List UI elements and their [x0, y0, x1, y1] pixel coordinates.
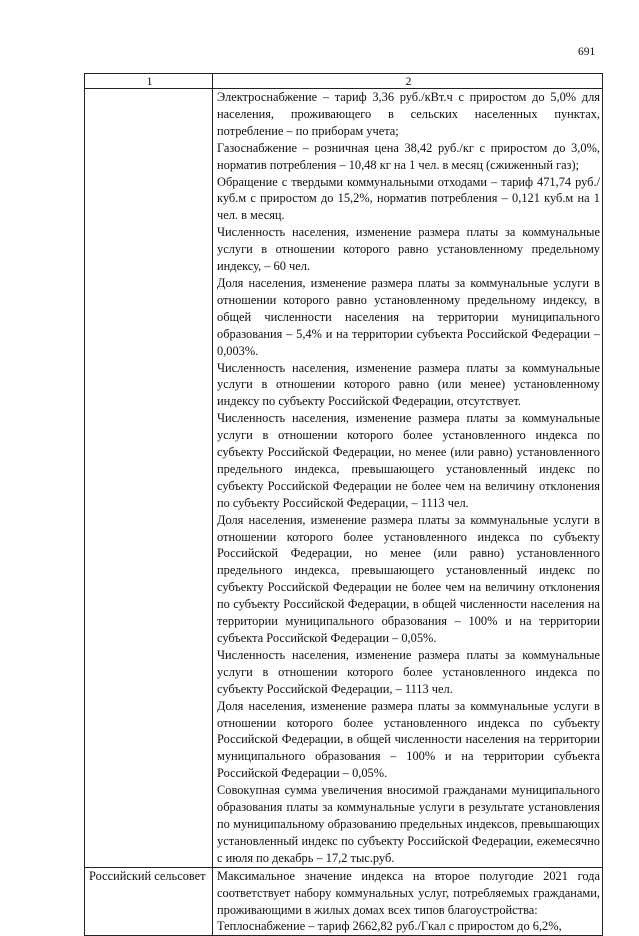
paragraph-share-equal-limit: Доля населения, изменение размера платы за коммунальные услуги в отношении которого равно установленному предельному индексу, в общей численности населения на территории муниципального образования – 5,4% и на территории субъекта Российской Федерации – 0,003%. — [217, 275, 600, 358]
column-header-1: 1 — [85, 74, 213, 89]
row-label-cell — [85, 89, 213, 868]
paragraph-gas: Газоснабжение – розничная цена 38,42 руб./кг с приростом до 3,0%, норматив потребления – 10,48 кг на 1 чел. в месяц (сжиженный газ); — [217, 140, 600, 172]
row-content-cell — [213, 89, 603, 868]
table-row — [85, 89, 603, 868]
row-label-cell: Российский сельсовет — [85, 867, 213, 936]
paragraph-max-index: Максимальное значение индекса на второе полугодие 2021 года соответствует набору коммунальных услуг, потребляемых гражданами, проживающими в жилых домах всех типов благоустройства: — [217, 868, 600, 917]
paragraph-electricity: Электроснабжение – тариф 3,36 руб./кВт.ч с приростом до 5,0% для населения, проживающего в сельских населенных пунктах, потребление – по приборам учета; — [217, 90, 600, 138]
paragraph-share-more-than-index: Доля населения, изменение размера платы за коммунальные услуги в отношении которого более установленного индекса по субъекту Российской Федерации, в общей численности населения на территории муниципального образования – 100% и на территории субъекта Российской Федерации – 0,05%. — [217, 698, 600, 781]
table-header-row — [85, 74, 603, 89]
row-content-cell — [213, 867, 603, 936]
paragraph-population-above-index: Численность населения, изменение размера платы за коммунальные услуги в отношении которого более установленного индекса по субъекту Российской Федерации, но менее (или равно) установленного предельного индекса, превышающего установленный индекс по субъекту Российской Федерации не более чем на величину отклонения по субъекту Российской Федерации, – 1113 чел. — [217, 411, 600, 510]
paragraph-heating: Теплоснабжение – тариф 2662,82 руб./Гкал с приростом до 6,2%, — [217, 919, 562, 934]
paragraph-share-above-index: Доля населения, изменение размера платы за коммунальные услуги в отношении которого более установленного индекса по субъекту Российской Федерации, но менее (или равно) установленного предельного индекса, превышающего установленный индекс по субъекту Российской Федерации не более чем на величину отклонения по субъекту Российской Федерации, в общей численности населения на территории муниципального образования – 100% и на территории субъекта Российской Федерации – 0,05%. — [217, 512, 600, 645]
paragraph-total-increase: Совокупная сумма увеличения вносимой гражданами муниципального образования платы за коммунальные услуги в результате установления по муниципальному образованию предельных индексов, превышающих установленный индекс по субъекту Российской Федерации, ежемесячно с июля по декабрь – 17,2 тыс.руб. — [217, 783, 600, 865]
column-header-2: 2 — [213, 74, 603, 89]
paragraph-waste: Обращение с твердыми коммунальными отходами – тариф 471,74 руб./куб.м с приростом до 15,2%, норматив потребления – 0,121 куб.м на 1 чел. в месяц. — [217, 174, 600, 223]
paragraph-population-below-index: Численность населения, изменение размера платы за коммунальные услуги в отношении которого равно (или менее) установленному индексу по субъекту Российской Федерации, отсутствует. — [217, 360, 600, 409]
document-table — [84, 73, 603, 936]
paragraph-population-equal-limit: Численность населения, изменение размера платы за коммунальные услуги в отношении которого равно установленному предельному индексу, – 60 чел. — [217, 225, 600, 274]
table-row — [85, 867, 603, 936]
page-number: 691 — [578, 46, 596, 58]
paragraph-population-more-than-index: Численность населения, изменение размера платы за коммунальные услуги в отношении которого более установленного индекса по субъекту Российской Федерации, – 1113 чел. — [217, 647, 600, 696]
